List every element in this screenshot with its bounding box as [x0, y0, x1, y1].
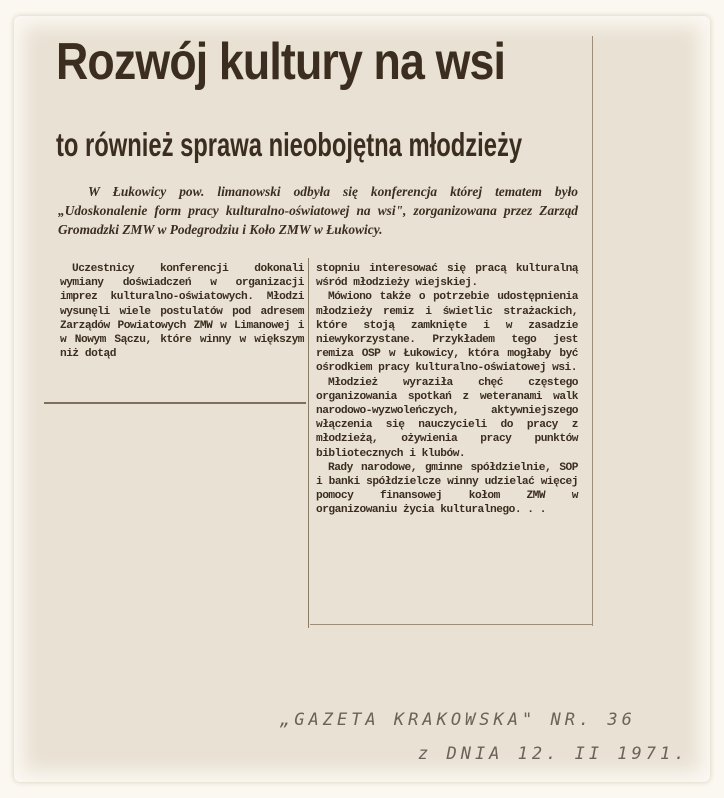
article-end-rule [310, 624, 592, 625]
paragraph: Młodzież wyraziła chęć częstego organizowania spotkań z weteranami walk narodowo-wyzwoleńczych, aktywniejszego włączenia się nauczycieli do pracy z młodzieżą, ożywienia pracy punktów bibliotecznych i klubów. [316, 376, 578, 460]
article-column-1 [60, 262, 304, 361]
column-end-rule [44, 402, 306, 404]
column-divider [308, 258, 309, 628]
paragraph: Uczestnicy konferencji dokonali wymiany doświadczeń w organizacji imprez kulturalno-oświatowych. Młodzi wysunęli wiele postulatów pod adresem Zarządów Powiatowych ZMW w Limanowej i w Nowym Sączu, które winny w większym niż dotąd [60, 263, 304, 361]
paragraph: stopniu interesować się pracą kulturalną wśród młodzieży wiejskiej. [316, 263, 578, 290]
handwritten-source-note: „GAZETA KRAKOWSKA" NR. 36 [280, 710, 636, 730]
paragraph: Mówiono także o potrzebie udostępnienia młodzieży remiz i świetlic strażackich, które stoją zamknięte i w zasadzie niewykorzystane. Przykładem tego jest remiza OSP w Łukowicy, która mogłaby być ośrodkiem pracy kulturalno-oświatowej wsi. [316, 291, 578, 375]
subheadline: to również sprawa nieobojętna młodzieży [56, 126, 523, 163]
lead-paragraph: W Łukowicy pow. limanowski odbyła się konferencja której tematem było „Udoskonalenie form pracy kulturalno-oświatowej na wsi", zorganizowana przez Zarząd Gromadzki ZMW w Podegrodziu i Koło ZMW w Łukowicy. [58, 184, 578, 237]
clipping-edge-right [592, 36, 593, 626]
paragraph: Rady narodowe, gminne spółdzielnie, SOP i banki spółdzielcze winny udzielać więcej pomocy finansowej kołom ZMW w organizowaniu życia kulturalnego. . . [316, 461, 578, 517]
article-column-2 [316, 262, 578, 518]
handwritten-date-note: z DNIA 12. II 1971. [418, 744, 689, 764]
newspaper-clipping [44, 26, 594, 626]
headline: Rozwój kultury na wsi [56, 33, 506, 91]
